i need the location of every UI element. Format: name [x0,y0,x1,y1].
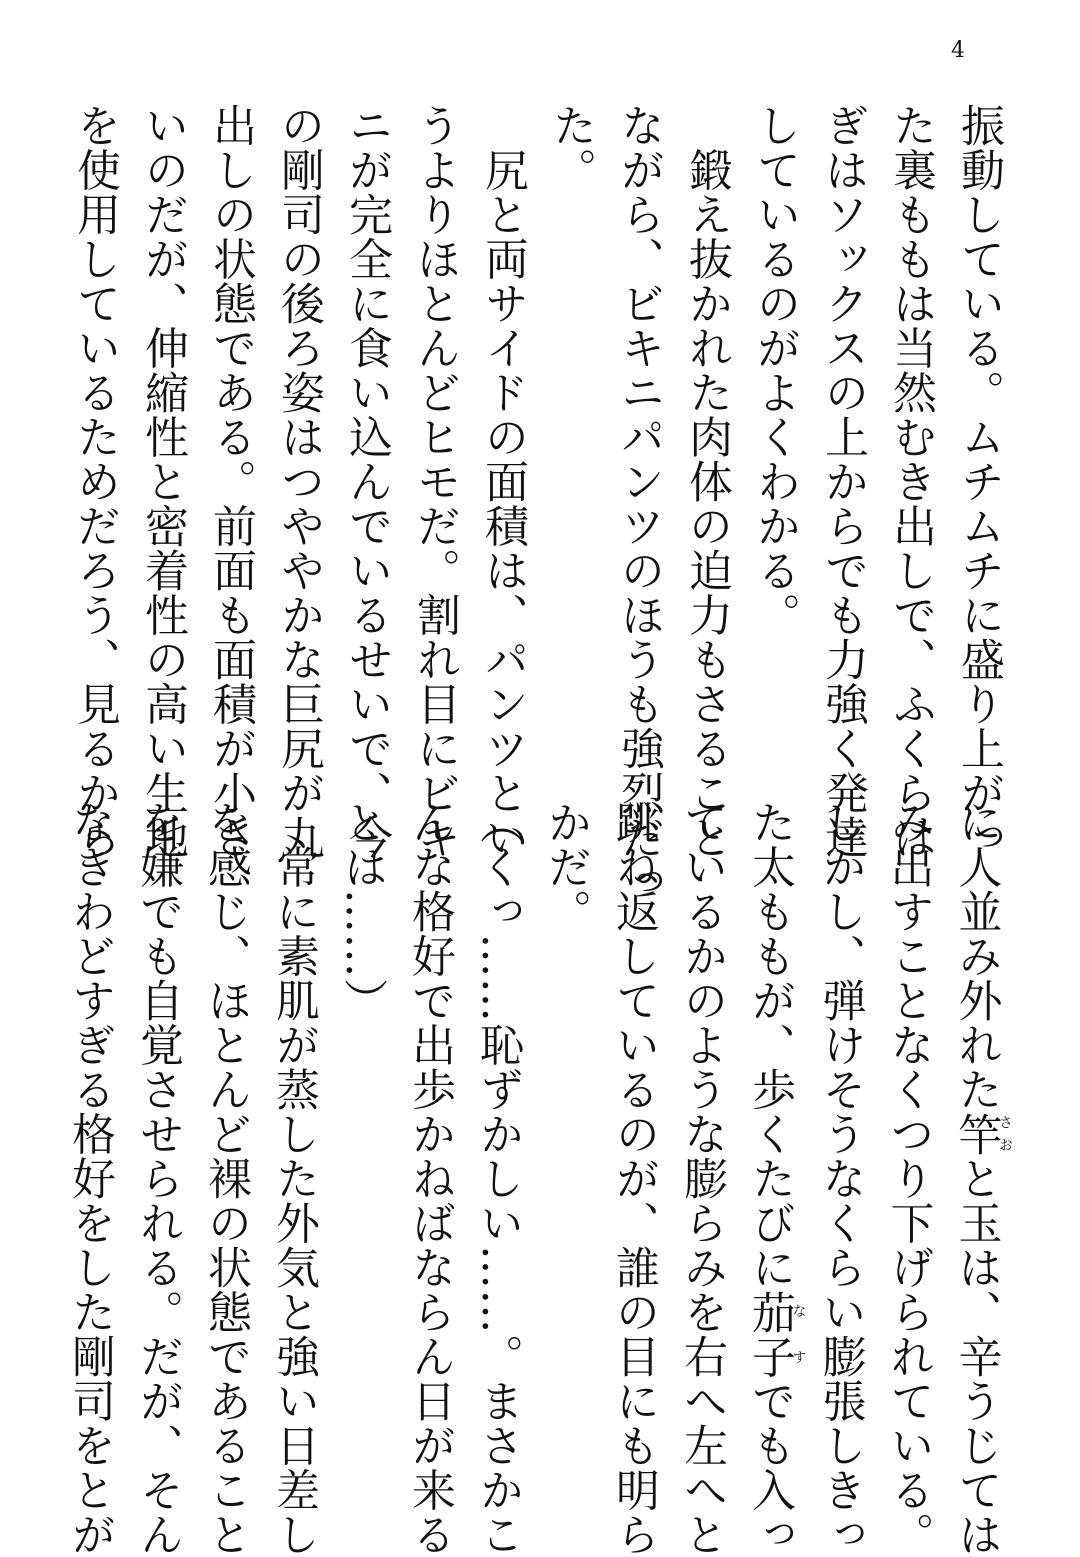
text-line: いのだが、伸縮性と密着性の高い生地 [137,103,188,860]
text-line: 出しの状態である。前面も面積が小さ [205,103,256,860]
text-segment: と玉は、辛うじては [950,1156,1002,1557]
text-line: 常に素肌が蒸した外気と強い日差し [268,800,319,1557]
ruby-reading: なす [790,1289,807,1379]
text-line: を使用しているためだろう、見るから [69,103,120,860]
text-line [735,800,807,1557]
text-line: ているかのような膨らみを右へ左へと [676,800,727,1557]
text-line: た。 [545,103,596,192]
text-line [942,800,1013,1557]
text-line: 振動している。ムチムチに盛り上がっ [953,103,1004,860]
text-segment: に人並み外れた [950,800,1002,1112]
text-line: み出すことなくつり下げられている。 [882,800,934,1557]
text-line: ぎはソックスの上からでも力強く発達 [817,103,868,860]
text-line: ニが完全に食い込んでいるせいで、今 [341,103,392,860]
ruby-annotation [744,1289,807,1379]
ruby-reading: さお [997,1111,1013,1156]
text-line: 跳ね返しているのが、誰の目にも明ら [608,800,659,1557]
text-line: とは……） [336,800,387,1023]
body-text-bottom [55,800,1013,1557]
text-line: なきわどすぎる格好をした剛司をとが [64,800,115,1557]
text-line: うよりほとんどヒモだ。割れ目にビキ [409,103,460,860]
text-line: （くっ……恥ずかしい……。まさかこ [472,800,523,1557]
text-line: かだ。 [540,800,591,934]
text-line: を嫌でも自覚させられる。だが、そん [132,800,183,1557]
text-line: しかし、弾けそうなくらい膨張しきっ [814,800,866,1557]
page-number: 4 [951,38,965,63]
ruby-annotation [950,1111,1013,1157]
text-line: た裏ももは当然むき出しで、ふくらは [885,103,936,860]
text-line: 鍛え抜かれた肉体の迫力もさること [681,103,732,860]
text-line: 尻と両サイドの面積は、パンツとい [477,103,528,860]
text-line: の剛司の後ろ姿はつややかな巨尻が丸 [273,103,324,860]
text-segment: でも入っ [744,1378,795,1557]
text-segment: た太ももが、歩くたびに [744,800,795,1290]
ruby-base: 竿 [950,1111,1002,1156]
text-line: しているのがよくわかる。 [749,103,800,637]
text-line: を感じ、ほとんど裸の状態であること [200,800,251,1557]
text-line: ながら、ビキニパンツのほうも強烈だっ [613,103,664,904]
ruby-base: 茄子 [744,1289,795,1379]
text-line: んな格好で出歩かねばならん日が来る [404,800,455,1557]
